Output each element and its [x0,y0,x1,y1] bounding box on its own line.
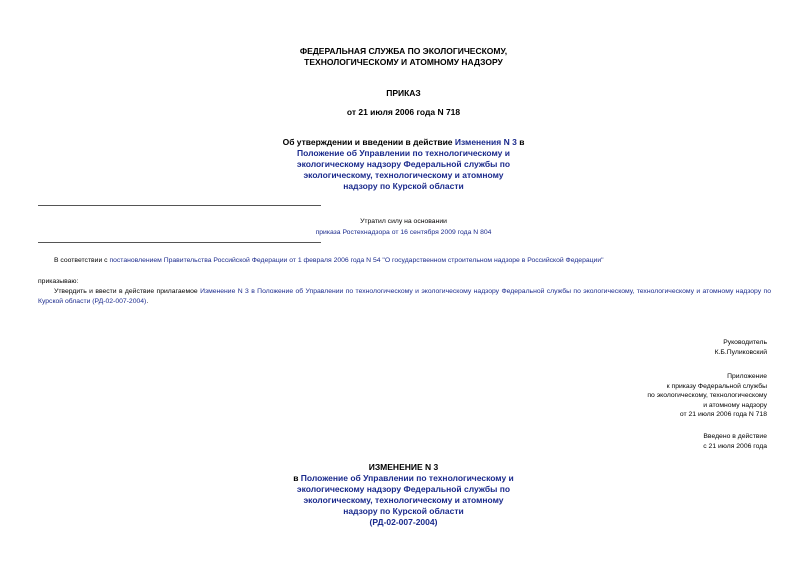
signature-name: К.Б.Пуликовский [714,348,767,356]
change-prefix: в [293,473,301,483]
appendix-line-4: и атомному надзору [703,401,767,409]
paragraph-basis [38,256,771,266]
title-link-line4[interactable]: экологическому, технологическому и атомному [303,170,504,180]
divider-top [38,205,321,206]
signature-position: Руководитель [723,339,767,346]
effective-line-1: Введено в действие [703,433,767,440]
title-link-change[interactable]: Изменения N 3 [454,137,517,147]
title-mid: в [516,137,525,147]
effective-line-2: с 21 июля 2006 года [703,442,767,450]
doc-date: от 21 июля 2006 года N 718 [346,107,461,117]
title-prefix: Об утверждении и введении в действие [282,137,455,147]
status-link-order[interactable]: приказа Ростехнадзора от 16 сентября 2009 года N 804 [315,229,492,236]
change-title [0,462,807,528]
p2-prefix: Утвердить и ввести в действие прилагаемое [54,288,201,295]
appendix-line-5: от 21 июля 2006 года N 718 [679,411,767,419]
appendix-line-1: Приложение [727,373,767,380]
p1-link-decree[interactable]: постановлением Правительства Российской Федерации от 1 февраля 2006 года N 54 "О государственном строительном надзоре в Российской Федерации" [109,257,604,264]
divider-bottom [38,242,321,243]
change-link-line3[interactable]: экологическому, технологическому и атомному [303,495,504,505]
change-link-line4[interactable]: надзору по Курской области [343,506,464,516]
appendix-block [647,372,767,420]
appendix-line-2: к приказу Федеральной службы [666,382,767,390]
agency-name [0,46,807,68]
change-heading: ИЗМЕНЕНИЕ N 3 [368,462,439,472]
change-link-line1[interactable]: Положение об Управлении по технологическому и [300,473,514,483]
title-link-line3[interactable]: экологическому надзору Федеральной службы по [296,159,511,169]
p2-suffix: . [146,298,149,306]
title-link-line2[interactable]: Положение об Управлении по технологическому и [297,148,510,158]
change-link-line5[interactable]: (РД-02-007-2004) [369,517,438,527]
signature [715,338,767,357]
p1-prefix: В соответствии с [54,257,110,264]
doc-title [0,137,807,192]
effective-block [703,432,767,451]
change-link-line2[interactable]: экологическому надзору Федеральной службы по [296,484,511,494]
agency-line-2: ТЕХНОЛОГИЧЕСКОМУ И АТОМНОМУ НАДЗОРУ [304,57,503,67]
appendix-line-3: по экологическому, технологическому [647,392,767,400]
status-line-1: Утратил силу на основании [360,218,447,225]
agency-line-1: ФЕДЕРАЛЬНАЯ СЛУЖБА ПО ЭКОЛОГИЧЕСКОМУ, [299,46,508,56]
p2-link-change[interactable]: Изменение N 3 в Положение об Управлении по технологическому и экологическому надзору Федеральной службы по экологическому, технологическому и атомному надзору по Курской области (РД-02-007-2004) [38,288,771,306]
order-word: приказываю: [38,278,79,285]
doc-type: ПРИКАЗ [386,88,421,98]
paragraph-order [38,287,771,308]
title-link-line5[interactable]: надзору по Курской области [343,181,464,191]
